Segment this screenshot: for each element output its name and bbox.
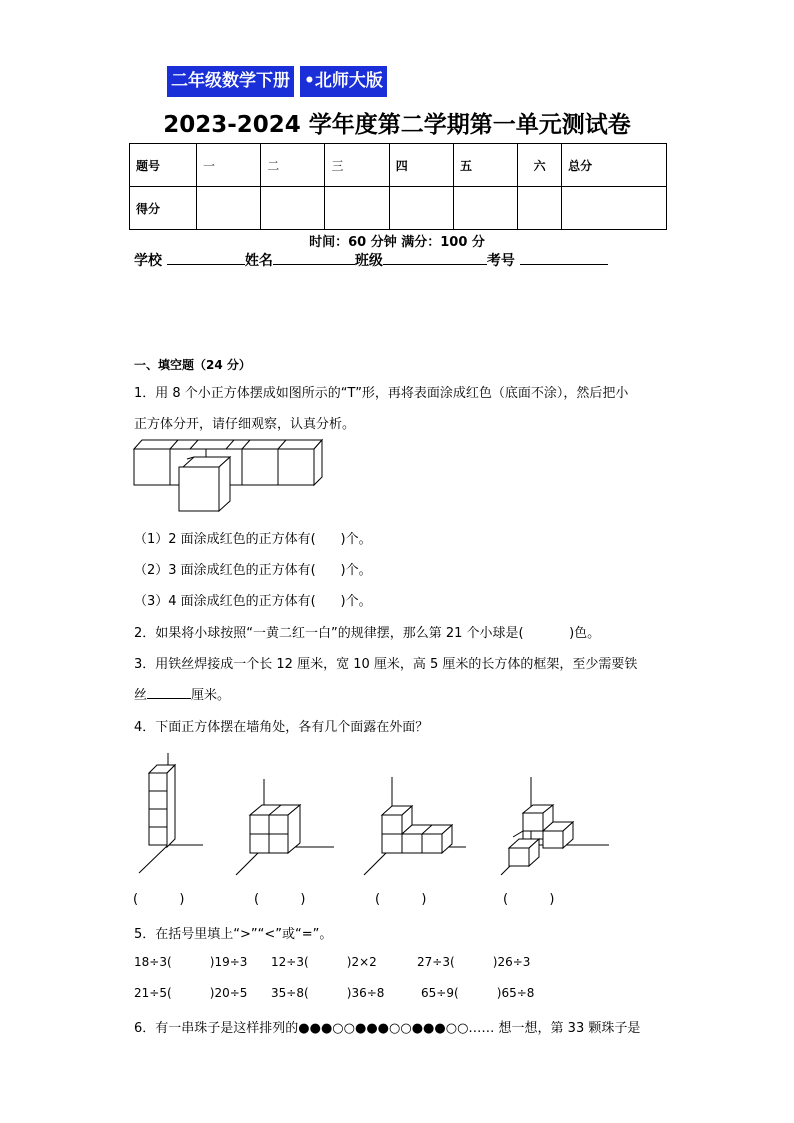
- score-input-cell[interactable]: [389, 187, 453, 230]
- score-input-cell[interactable]: [518, 187, 562, 230]
- student-info-line: [134, 250, 608, 270]
- q5-expr[interactable]: 18÷3( )19÷3: [134, 955, 248, 969]
- question-2: 2．如果将小球按照“一黄二红一白”的规律摆，那么第 21 个小球是( )色。: [134, 626, 601, 641]
- exam-title: 2023-2024 学年度第二学期第一单元测试卷: [163, 112, 631, 138]
- score-cell: 三: [325, 144, 389, 187]
- score-input-cell[interactable]: [261, 187, 325, 230]
- question-1-line2: 正方体分开，请仔细观察，认真分析。: [134, 417, 356, 432]
- question-5: 5．在括号里填上“>”“<”或“=”。: [134, 927, 333, 942]
- score-input-cell[interactable]: [325, 187, 389, 230]
- score-table-score-row: [130, 187, 667, 230]
- school-label: 学校: [134, 253, 162, 269]
- score-cell: 总分: [562, 144, 667, 187]
- t-shape-cubes-figure: [131, 437, 331, 519]
- q4-answer-2[interactable]: ( ): [254, 892, 306, 907]
- score-cell: 二: [261, 144, 325, 187]
- q5-expr[interactable]: 21÷5( )20÷5: [134, 986, 248, 1000]
- corner-cubes-figure-2: [230, 775, 340, 885]
- question-6: 6．有一串珠子是这样排列的●●●○○●●●○○●●●○○…… 想一想，第 33 颗珠子是: [134, 1021, 641, 1036]
- question-4: 4．下面正方体摆在墙角处，各有几个面露在外面？: [134, 720, 429, 735]
- corner-cubes-figure-4: [487, 775, 617, 885]
- q4-answer-1[interactable]: ( ): [133, 892, 185, 907]
- score-table: [129, 143, 667, 230]
- q5-expr[interactable]: 27÷3( )26÷3: [417, 955, 531, 969]
- question-1-line1: 1．用 8 个小正方体摆成如图所示的“T”形，再将表面涂成红色（底面不涂），然后把小: [134, 386, 629, 401]
- banner-grade: 二年级数学下册: [167, 66, 294, 97]
- exam-no-label: 考号: [486, 253, 515, 269]
- q3-prefix: 丝: [134, 688, 148, 703]
- section-heading: 一、填空题（24 分）: [134, 358, 251, 372]
- name-label: 姓名: [244, 253, 273, 269]
- score-cell: 一: [197, 144, 261, 187]
- q4-answer-3[interactable]: ( ): [375, 892, 427, 907]
- corner-cubes-figure-1: [135, 745, 215, 885]
- question-1-sub2: （2）3 面涂成红色的正方体有( )个。: [134, 563, 372, 578]
- score-cell: 六: [518, 144, 562, 187]
- corner-cubes-figure-3: [360, 775, 470, 885]
- question-1-sub1: （1）2 面涂成红色的正方体有( )个。: [134, 532, 372, 547]
- q5-expr[interactable]: 65÷9( )65÷8: [421, 986, 535, 1000]
- exam-no-blank[interactable]: [520, 250, 608, 265]
- name-blank[interactable]: [273, 250, 355, 265]
- class-blank[interactable]: [383, 250, 487, 265]
- score-cell: 四: [389, 144, 453, 187]
- q5-expr[interactable]: 12÷3( )2×2: [271, 955, 377, 969]
- score-input-cell[interactable]: [562, 187, 667, 230]
- score-label: 得分: [130, 187, 197, 230]
- score-cell: 五: [453, 144, 517, 187]
- score-table-header-row: [130, 144, 667, 187]
- time-and-score: 时间：60 分钟 满分：100 分: [309, 235, 485, 250]
- banner-edition: •北师大版: [300, 66, 387, 97]
- score-cell: 题号: [130, 144, 197, 187]
- class-label: 班级: [354, 253, 383, 269]
- q3-suffix: 厘米。: [191, 688, 231, 703]
- edition-banner: [167, 66, 387, 97]
- score-input-cell[interactable]: [197, 187, 261, 230]
- school-blank[interactable]: [167, 250, 245, 265]
- question-3-line1: 3．用铁丝焊接成一个长 12 厘米，宽 10 厘米，高 5 厘米的长方体的框架，至少需要铁: [134, 657, 638, 672]
- question-3-line2: [134, 684, 230, 703]
- score-input-cell[interactable]: [453, 187, 517, 230]
- question-1-sub3: （3）4 面涂成红色的正方体有( )个。: [134, 594, 372, 609]
- q3-blank[interactable]: [147, 684, 191, 699]
- q5-expr[interactable]: 35÷8( )36÷8: [271, 986, 385, 1000]
- q4-answer-4[interactable]: ( ): [503, 892, 555, 907]
